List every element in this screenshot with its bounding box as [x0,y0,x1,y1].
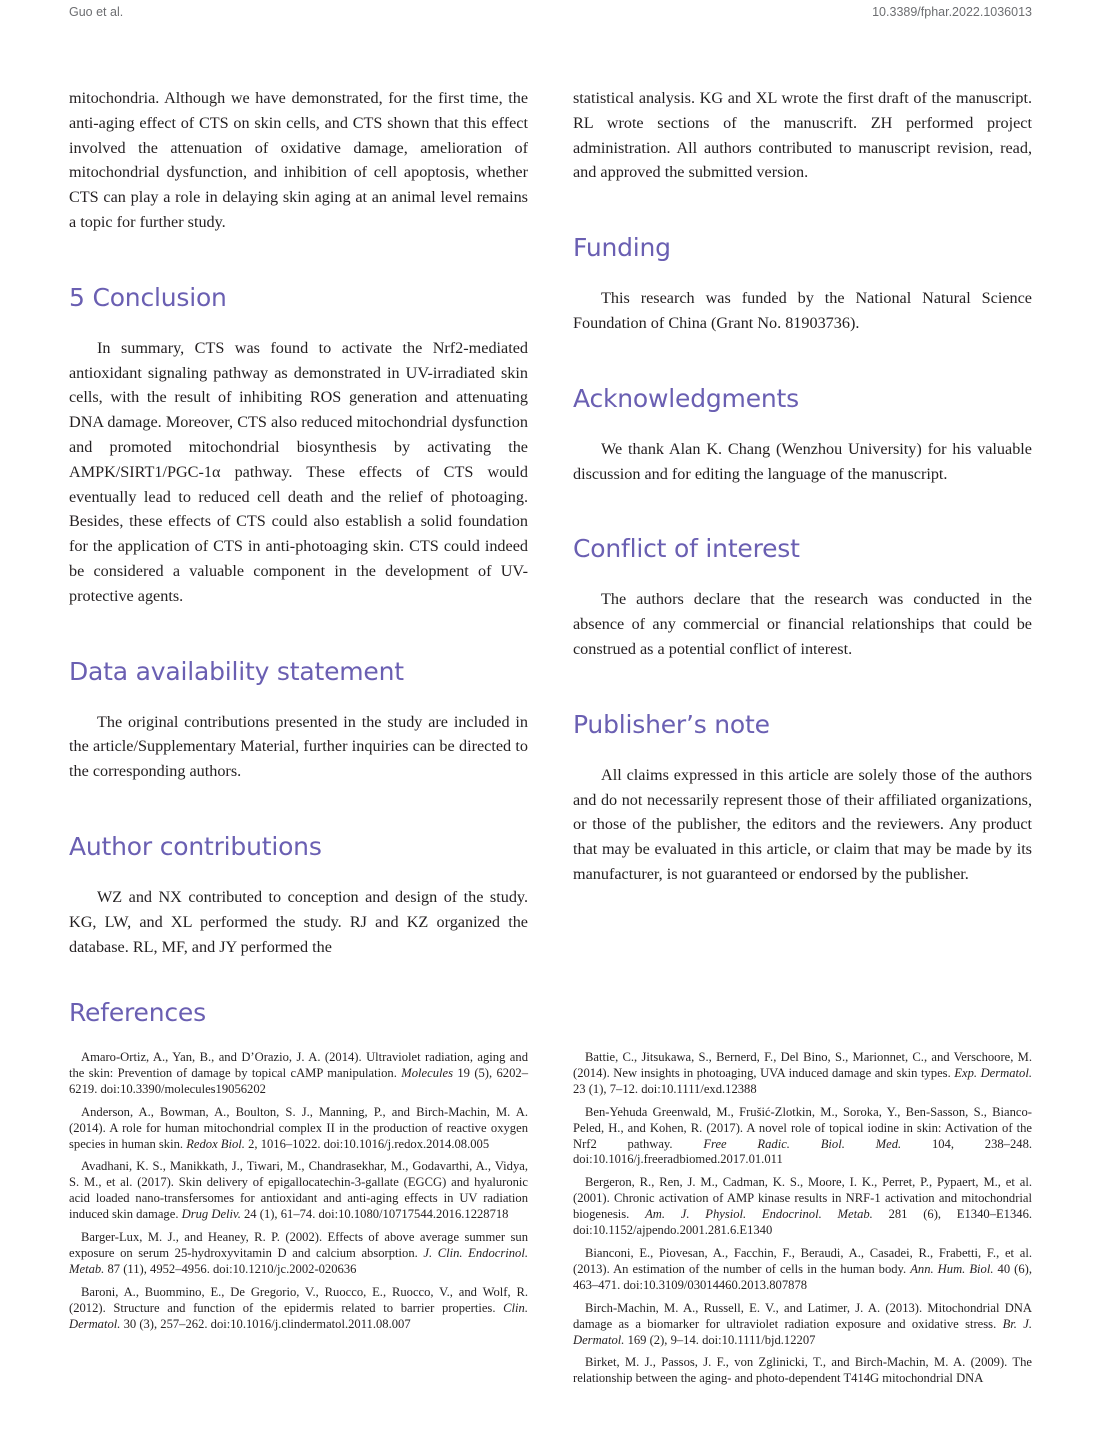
reference-item [69,1230,528,1278]
reference-item [573,1175,1032,1239]
reference-item [69,1285,528,1333]
references-right-list [573,1050,1032,1394]
reference-journal: Exp. Dermatol. [954,1065,1032,1080]
reference-text: Avadhani, K. S., Manikkath, J., Tiwari, M., Chandrasekhar, M., Godavarthi, A., Vidya, S. M., et al. (2017). Skin delivery of epigallocatechin-3-gallate (EGCG) and hyaluronic acid loaded nano-transfersomes for antioxidant and anti-aging effects in UV radiation induced skin damage. [69,1159,528,1222]
author-contributions-continued: statistical analysis. KG and XL wrote the first draft of the manuscript. RL wrote sections of the manuscrift. ZH performed project administration. All authors contributed to manuscript revision, read, and approved the submitted version. [573,89,1032,182]
reference-item [573,1246,1032,1294]
references-heading: References [69,998,206,1027]
running-header-authors: Guo et al. [69,5,124,19]
conflict-of-interest-paragraph: The authors declare that the research was conducted in the absence of any commercial or financial relationships that could be construed as a potential conflict of interest. [573,590,1032,658]
reference-item [573,1105,1032,1169]
acknowledgments-paragraph: We thank Alan K. Chang (Wenzhou University) for his valuable discussion and for editing the language of the manuscript. [573,439,1032,483]
publishers-note-heading: Publisher’s note [573,709,770,739]
reference-item [69,1105,528,1153]
data-availability-paragraph: The original contributions presented in the study are included in the article/Supplementary Material, further inquiries can be directed to the corresponding authors. [69,712,528,781]
reference-text: Bergeron, R., Ren, J. M., Cadman, K. S., Moore, I. K., Perret, P., Pypaert, M., et al. (2001). Chronic activation of AMP kinase results in NRF-1 activation and mitochondrial biogenesis. [573,1175,1032,1222]
author-contributions-heading: Author contributions [69,831,322,861]
reference-details: 104, 238–248. doi:10.1016/j.freeradbiomed.2017.01.011 [573,1136,1033,1167]
reference-details: 23 (1), 7–12. doi:10.1111/exd.12388 [573,1081,757,1096]
author-contributions-paragraph: WZ and NX contributed to conception and design of the study. KG, LW, and XL performed the study. RJ and KZ organized the database. RL, MF, and JY performed the [69,887,528,956]
publishers-note-paragraph: All claims expressed in this article are solely those of the authors and do not necessarily represent those of their affiliated organizations, or those of the publisher, the editors and the reviewers. Any product that may be evaluated in this article, or claim that may be made by its manufacturer, is not guaranteed or endorsed by the publisher. [573,765,1032,883]
reference-text: Birch-Machin, M. A., Russell, E. V., and Latimer, J. A. (2013). Mitochondrial DNA damage as a biomarker for ultraviolet radiation exposure and oxidative stress. [573,1300,1032,1331]
right-column [573,86,1032,887]
reference-text: Barger-Lux, M. J., and Heaney, R. P. (2002). Effects of above average summer sun exposure on serum 25-hydroxyvitamin D and calcium absorption. [69,1230,528,1260]
conclusion-heading: 5 Conclusion [69,282,227,312]
reference-details: 19 (5), 6202–6219. doi:10.3390/molecules19056202 [69,1065,528,1096]
conflict-of-interest-heading: Conflict of interest [573,534,800,564]
reference-journal: Redox Biol. [186,1136,245,1151]
conclusion-paragraph: In summary, CTS was found to activate the Nrf2-mediated antioxidant signaling pathway as demonstrated in UV-irradiated skin cells, with the result of inhibiting ROS generation and attenuating DNA damage. Moreover, CTS also reduced mitochondrial dysfunction and promoted mitochondrial biosynthesis by activating the AMPK/SIRT1/PGC-1α pathway. These effects of CTS would eventually lead to reduced cell death and the relief of photoaging. Besides, these effects of CTS could also establish a solid foundation for the application of CTS in anti-photoaging skin. CTS could indeed be considered a valuable component in the development of UV-protective agents. [69,338,528,605]
acknowledgments-heading: Acknowledgments [573,383,799,413]
reference-details: 2, 1016–1022. doi:10.1016/j.redox.2014.08.005 [244,1136,490,1151]
discussion-paragraph-end: mitochondria. Although we have demonstrated, for the first time, the anti-aging effect of CTS on skin cells, and CTS shown that this effect involved the attenuation of oxidative damage, amelioration of mitochondrial dysfunction, and inhibition of cell apoptosis, whether CTS can play a role in delaying skin aging at an animal level remains a topic for further study. [69,89,528,231]
reference-journal: Molecules [401,1065,453,1080]
reference-text: Ben-Yehuda Greenwald, M., Frušić-Zlotkin, M., Soroka, Y., Ben-Sasson, S., Bianco-Peled, H., and Kohen, R. (2017). A novel role of topical iodine in skin: Activation of the Nrf2 pathway. [573,1104,1032,1151]
funding-heading: Funding [573,233,671,263]
reference-text: Amaro-Ortiz, A., Yan, B., and D’Orazio, J. A. (2014). Ultraviolet radiation, aging and the skin: Prevention of damage by topical cAMP manipulation. [69,1050,528,1080]
reference-item [69,1159,528,1223]
left-column [69,86,528,959]
reference-journal: Free Radic. Biol. Med. [703,1136,902,1151]
reference-item [573,1301,1032,1349]
reference-journal: Clin. Dermatol. [69,1300,528,1331]
reference-text: Anderson, A., Bowman, A., Boulton, S. J., Manning, P., and Birch-Machin, M. A. (2014). A role for human mitochondrial complex II in the production of reactive oxygen species in human skin. [69,1104,528,1151]
reference-details: 40 (6), 463–471. doi:10.3109/03014460.2013.807878 [573,1261,1032,1292]
reference-item [573,1050,1032,1098]
reference-details: 24 (1), 61–74. doi:10.1080/10717544.2016.1228718 [240,1207,509,1222]
reference-item [573,1355,1032,1387]
reference-journal: Ann. Hum. Biol. [910,1261,994,1276]
reference-details: 87 (11), 4952–4956. doi:10.1210/jc.2002-020636 [104,1261,357,1276]
reference-journal: J. Clin. Endocrinol. Metab. [69,1245,528,1276]
references-left-list [69,1050,528,1340]
reference-text: Bianconi, E., Piovesan, A., Facchin, F., Beraudi, A., Casadei, R., Frabetti, F., et al. (2013). An estimation of the number of cells in the human body. [573,1245,1032,1276]
reference-journal: Drug Deliv. [181,1207,241,1222]
reference-journal: Br. J. Dermatol. [573,1316,1032,1347]
reference-item [69,1050,528,1098]
doi-link[interactable]: 10.3389/fphar.2022.1036013 [872,5,1032,19]
reference-journal: Am. J. Physiol. Endocrinol. Metab. [645,1207,873,1222]
reference-text: Battie, C., Jitsukawa, S., Bernerd, F., Del Bino, S., Marionnet, C., and Verschoore, M. (2014). New insights in photoaging, UVA induced damage and skin types. [573,1050,1032,1080]
reference-text: Baroni, A., Buommino, E., De Gregorio, V., Ruocco, E., Ruocco, V., and Wolf, R. (2012). Structure and function of the epidermis related to barrier properties. [69,1284,528,1315]
reference-details: 281 (6), E1340–E1346. doi:10.1152/ajpendo.2001.281.6.E1340 [573,1207,1033,1238]
reference-details: 169 (2), 9–14. doi:10.1111/bjd.12207 [624,1332,816,1347]
reference-details: 30 (3), 257–262. doi:10.1016/j.clindermatol.2011.08.007 [120,1316,411,1331]
funding-paragraph: This research was funded by the National Natural Science Foundation of China (Grant No. 81903736). [573,289,1032,332]
reference-text: Birket, M. J., Passos, J. F., von Zglinicki, T., and Birch-Machin, M. A. (2009). The relationship between the aging- and photo-dependent T414G mitochondrial DNA [573,1355,1032,1386]
data-availability-heading: Data availability statement [69,656,404,686]
